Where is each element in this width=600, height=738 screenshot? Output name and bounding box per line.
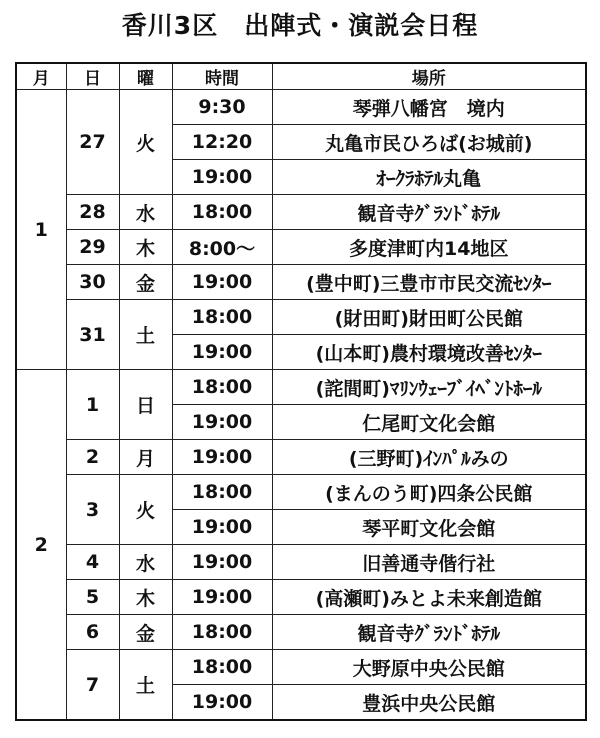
place-cell: 丸亀市民ひろば(お城前) [272,125,586,160]
day-cell: 5 [66,580,119,615]
table-row [16,300,586,335]
weekday-cell: 金 [119,265,172,300]
weekday-cell: 水 [119,545,172,580]
header-month: 月 [16,63,66,90]
day-cell: 3 [66,475,119,545]
place-cell: 多度津町内14地区 [272,230,586,265]
time-cell: 18:00 [172,615,272,650]
day-cell: 30 [66,265,119,300]
time-cell: 8:00～ [172,230,272,265]
header-day: 日 [66,63,119,90]
place-cell: 仁尾町文化会館 [272,405,586,440]
place-cell: (高瀬町)みとよ未来創造館 [272,580,586,615]
table-row [16,440,586,475]
place-cell: (三野町)ｲﾝﾊﾟﾙみの [272,440,586,475]
weekday-cell: 土 [119,650,172,721]
time-cell: 18:00 [172,370,272,405]
weekday-cell: 木 [119,580,172,615]
weekday-cell: 水 [119,195,172,230]
weekday-cell: 木 [119,230,172,265]
time-cell: 19:00 [172,685,272,721]
time-cell: 19:00 [172,510,272,545]
time-cell: 19:00 [172,265,272,300]
place-cell: 豊浜中央公民館 [272,685,586,721]
place-cell: (財田町)財田町公民館 [272,300,586,335]
header-time: 時間 [172,63,272,90]
place-cell: (豊中町)三豊市市民交流ｾﾝﾀｰ [272,265,586,300]
month-cell: 2 [16,370,66,721]
table-row [16,370,586,405]
time-cell: 12:20 [172,125,272,160]
schedule-table [15,62,587,721]
day-cell: 28 [66,195,119,230]
day-cell: 31 [66,300,119,370]
place-cell: ｵｰｸﾗﾎﾃﾙ丸亀 [272,160,586,195]
table-row [16,90,586,125]
time-cell: 19:00 [172,405,272,440]
time-cell: 19:00 [172,160,272,195]
weekday-cell: 金 [119,615,172,650]
place-cell: 観音寺ｸﾞﾗﾝﾄﾞﾎﾃﾙ [272,195,586,230]
weekday-cell: 月 [119,440,172,475]
table-row [16,545,586,580]
time-cell: 19:00 [172,545,272,580]
time-cell: 18:00 [172,475,272,510]
time-cell: 9:30 [172,90,272,125]
month-cell: 1 [16,90,66,370]
weekday-cell: 火 [119,90,172,195]
day-cell: 29 [66,230,119,265]
time-cell: 18:00 [172,650,272,685]
place-cell: (まんのう町)四条公民館 [272,475,586,510]
table-row [16,195,586,230]
day-cell: 27 [66,90,119,195]
table-row [16,615,586,650]
table-row [16,580,586,615]
time-cell: 19:00 [172,440,272,475]
place-cell: 琴平町文化会館 [272,510,586,545]
header-weekday: 曜 [119,63,172,90]
time-cell: 19:00 [172,335,272,370]
day-cell: 7 [66,650,119,721]
schedule-body [16,90,586,721]
weekday-cell: 火 [119,475,172,545]
time-cell: 18:00 [172,300,272,335]
table-row [16,475,586,510]
day-cell: 1 [66,370,119,440]
place-cell: 大野原中央公民館 [272,650,586,685]
weekday-cell: 土 [119,300,172,370]
place-cell: 旧善通寺偕行社 [272,545,586,580]
table-row [16,265,586,300]
table-row [16,650,586,685]
day-cell: 2 [66,440,119,475]
place-cell: (山本町)農村環境改善ｾﾝﾀｰ [272,335,586,370]
place-cell: (詫間町)ﾏﾘﾝｳｪｰﾌﾞｲﾍﾞﾝﾄﾎｰﾙ [272,370,586,405]
header-place: 場所 [272,63,586,90]
place-cell: 琴弾八幡宮 境内 [272,90,586,125]
time-cell: 19:00 [172,580,272,615]
table-row [16,230,586,265]
day-cell: 4 [66,545,119,580]
header-row [16,63,586,90]
page-title: 香川3区 出陣式・演説会日程 [121,11,479,40]
time-cell: 18:00 [172,195,272,230]
place-cell: 観音寺ｸﾞﾗﾝﾄﾞﾎﾃﾙ [272,615,586,650]
weekday-cell: 日 [119,370,172,440]
day-cell: 6 [66,615,119,650]
